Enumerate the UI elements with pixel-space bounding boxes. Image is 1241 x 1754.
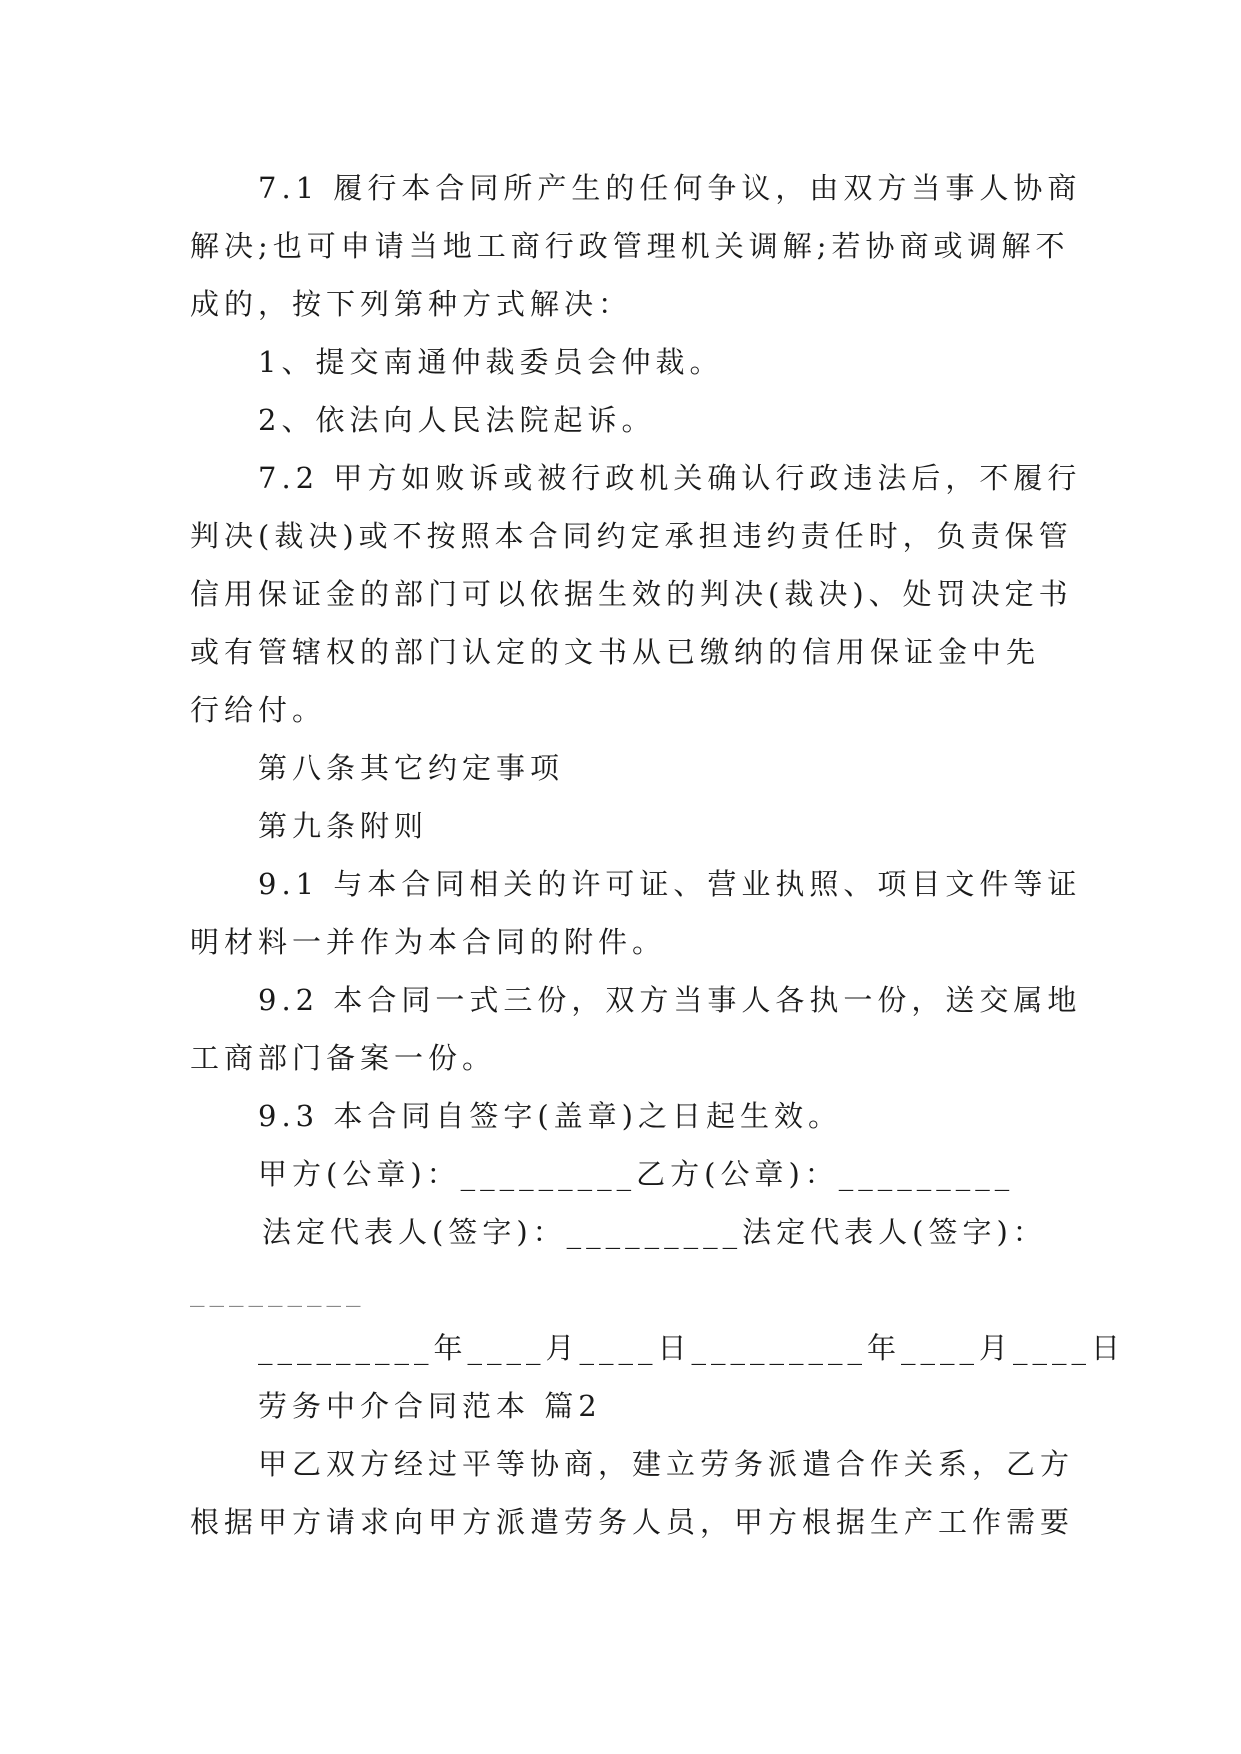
clause-9-2-line-1: 9.2 本合同一式三份，双方当事人各执一份，送交属地 [258,983,1082,1017]
clause-7-1-line-1: 7.1 履行本合同所产生的任何争议，由双方当事人协商 [258,171,1082,205]
clause-7-2-line-1: 7.2 甲方如败诉或被行政机关确认行政违法后，不履行 [258,461,1082,495]
clause-9-1-line-1: 9.1 与本合同相关的许可证、营业执照、项目文件等证 [258,867,1082,901]
clause-9-3-line: 9.3 本合同自签字(盖章)之日起生效。 [258,1099,842,1133]
article-9-heading: 第九条附则 [258,809,429,843]
clause-9-2-line-2: 工商部门备案一份。 [190,1041,497,1075]
option-1-line: 1、提交南通仲裁委员会仲裁。 [258,345,724,379]
signature-blank-line: _________ [190,1273,366,1307]
section-title-part-2: 劳务中介合同范本 篇2 [258,1389,602,1423]
legal-representative-line: 法定代表人(签字)：_________法定代表人(签字)： [262,1215,1047,1249]
clause-7-1-line-3: 成的，按下列第种方式解决： [190,287,633,321]
clause-7-2-line-4: 或有管辖权的部门认定的文书从已缴纳的信用保证金中先 [190,635,1041,669]
clause-7-2-line-2: 判决(裁决)或不按照本合同约定承担违约责任时，负责保管 [190,519,1073,553]
part-2-paragraph-line-1: 甲乙双方经过平等协商，建立劳务派遣合作关系，乙方 [258,1447,1075,1481]
date-line: _________年____月____日_________年____月____日 [258,1331,1126,1365]
option-2-line: 2、依法向人民法院起诉。 [258,403,656,437]
article-8-heading: 第八条其它约定事项 [258,751,565,785]
clause-7-1-line-2: 解决;也可申请当地工商行政管理机关调解;若协商或调解不 [190,229,1070,263]
clause-7-2-line-5: 行给付。 [190,693,327,727]
clause-9-1-line-2: 明材料一并作为本合同的附件。 [190,925,667,959]
clause-7-2-line-3: 信用保证金的部门可以依据生效的判决(裁决)、处罚决定书 [190,577,1073,611]
part-2-paragraph-line-2: 根据甲方请求向甲方派遣劳务人员，甲方根据生产工作需要 [190,1505,1075,1539]
party-seal-line: 甲方(公章)：_________乙方(公章)：_________ [258,1157,1015,1191]
